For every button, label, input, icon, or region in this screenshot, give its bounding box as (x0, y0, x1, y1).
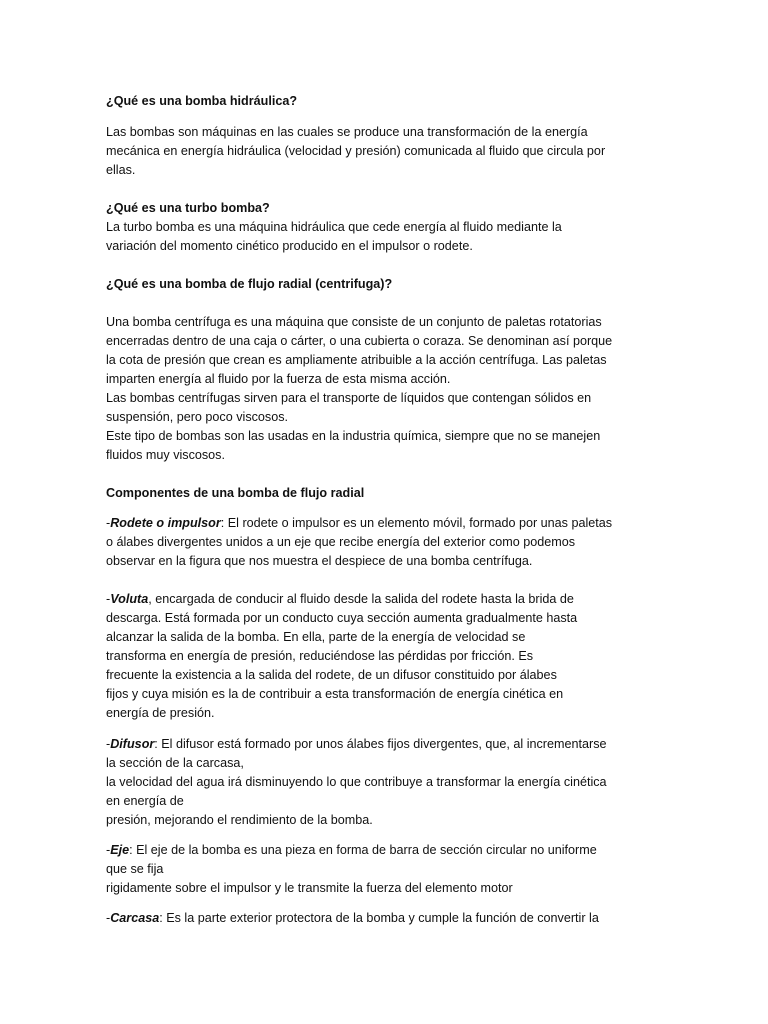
item-text: : El eje de la bomba es una pieza en forma de barra de sección circular no uniforme (129, 843, 597, 857)
text-line: observar en la figura que nos muestra el despiece de una bomba centrífuga. (106, 554, 533, 568)
text-line: encerradas dentro de una caja o cárter, o una cubierta o coraza. Se denominan así porque (106, 334, 613, 348)
term-difusor: Difusor (110, 737, 155, 751)
section-flujo-radial (106, 275, 666, 294)
text-line: o álabes divergentes unidos a un eje que recibe energía del exterior como podemos (106, 535, 576, 549)
text-line (106, 735, 666, 754)
section-bomba-hidraulica (106, 92, 666, 111)
text-line (106, 841, 666, 860)
text-line: Las bombas centrífugas sirven para el transporte de líquidos que contengan sólidos en (106, 391, 592, 405)
term-carcasa: Carcasa (110, 911, 160, 925)
component-difusor (106, 735, 666, 830)
component-voluta (106, 590, 666, 723)
heading-bomba-hidraulica: ¿Qué es una bomba hidráulica? (106, 94, 298, 108)
text-line: en energía de (106, 794, 184, 808)
text-line: presión, mejorando el rendimiento de la bomba. (106, 813, 373, 827)
section-componentes (106, 484, 666, 503)
text-line: transforma en energía de presión, reduciéndose las pérdidas por fricción. Es (106, 649, 534, 663)
text-line: Este tipo de bombas son las usadas en la industria química, siempre que no se manejen (106, 429, 601, 443)
item-prefix: - (106, 516, 111, 530)
text-line (106, 514, 666, 533)
item-text: : El rodete o impulsor es un elemento móvil, formado por unas paletas (220, 516, 613, 530)
term-eje: Eje (110, 843, 130, 857)
text-line: ellas. (106, 163, 136, 177)
text-line: suspensión, pero poco viscosos. (106, 410, 289, 424)
component-eje (106, 841, 666, 898)
text-line: rigidamente sobre el impulsor y le transmite la fuerza del elemento motor (106, 881, 513, 895)
item-text: , encargada de conducir al fluido desde la salida del rodete hasta la brida de (148, 592, 574, 606)
text-line: descarga. Está formada por un conducto cuya sección aumenta gradualmente hasta (106, 611, 578, 625)
text-line: Una bomba centrífuga es una máquina que consiste de un conjunto de paletas rotatorias (106, 315, 602, 329)
heading-turbo-bomba: ¿Qué es una turbo bomba? (106, 201, 270, 215)
heading-componentes: Componentes de una bomba de flujo radial (106, 486, 365, 500)
text-line (106, 909, 666, 928)
item-text: : Es la parte exterior protectora de la bomba y cumple la función de convertir la (159, 911, 599, 925)
text-line: alcanzar la salida de la bomba. En ella, parte de la energía de velocidad se (106, 630, 526, 644)
heading-flujo-radial: ¿Qué es una bomba de flujo radial (centrifuga)? (106, 277, 393, 291)
text-line: la cota de presión que crean es ampliamente atribuible a la acción centrífuga. Las paletas (106, 353, 607, 367)
text-line (106, 590, 666, 609)
paragraph-flujo-radial (106, 313, 666, 465)
item-prefix: - (106, 592, 111, 606)
component-carcasa (106, 909, 666, 928)
text-line: la sección de la carcasa, (106, 756, 244, 770)
text-line: fluidos muy viscosos. (106, 448, 225, 462)
text-line: la velocidad del agua irá disminuyendo lo que contribuye a transformar la energía cinética (106, 775, 607, 789)
text-line: variación del momento cinético producido en el impulsor o rodete. (106, 239, 473, 253)
text-line: frecuente la existencia a la salida del rodete, de un difusor constituido por álabes (106, 668, 557, 682)
item-prefix: - (106, 911, 111, 925)
term-voluta: Voluta (110, 592, 149, 606)
text-line: Las bombas son máquinas en las cuales se produce una transformación de la energía (106, 125, 588, 139)
item-prefix: - (106, 737, 111, 751)
term-rodete: Rodete o impulsor (110, 516, 221, 530)
section-turbo-bomba (106, 199, 666, 256)
component-rodete (106, 514, 666, 571)
text-line: La turbo bomba es una máquina hidráulica que cede energía al fluido mediante la (106, 220, 562, 234)
text-line: imparten energía al fluido por la fuerza de esta misma acción. (106, 372, 451, 386)
text-line: fijos y cuya misión es la de contribuir a esta transformación de energía cinética en (106, 687, 564, 701)
text-line: mecánica en energía hidráulica (velocidad y presión) comunicada al fluido que circula por (106, 144, 606, 158)
item-prefix: - (106, 843, 111, 857)
text-line: energía de presión. (106, 706, 215, 720)
item-text: : El difusor está formado por unos álabes fijos divergentes, que, al incrementarse (154, 737, 607, 751)
paragraph-bomba-hidraulica (106, 123, 666, 180)
text-line: que se fija (106, 862, 164, 876)
